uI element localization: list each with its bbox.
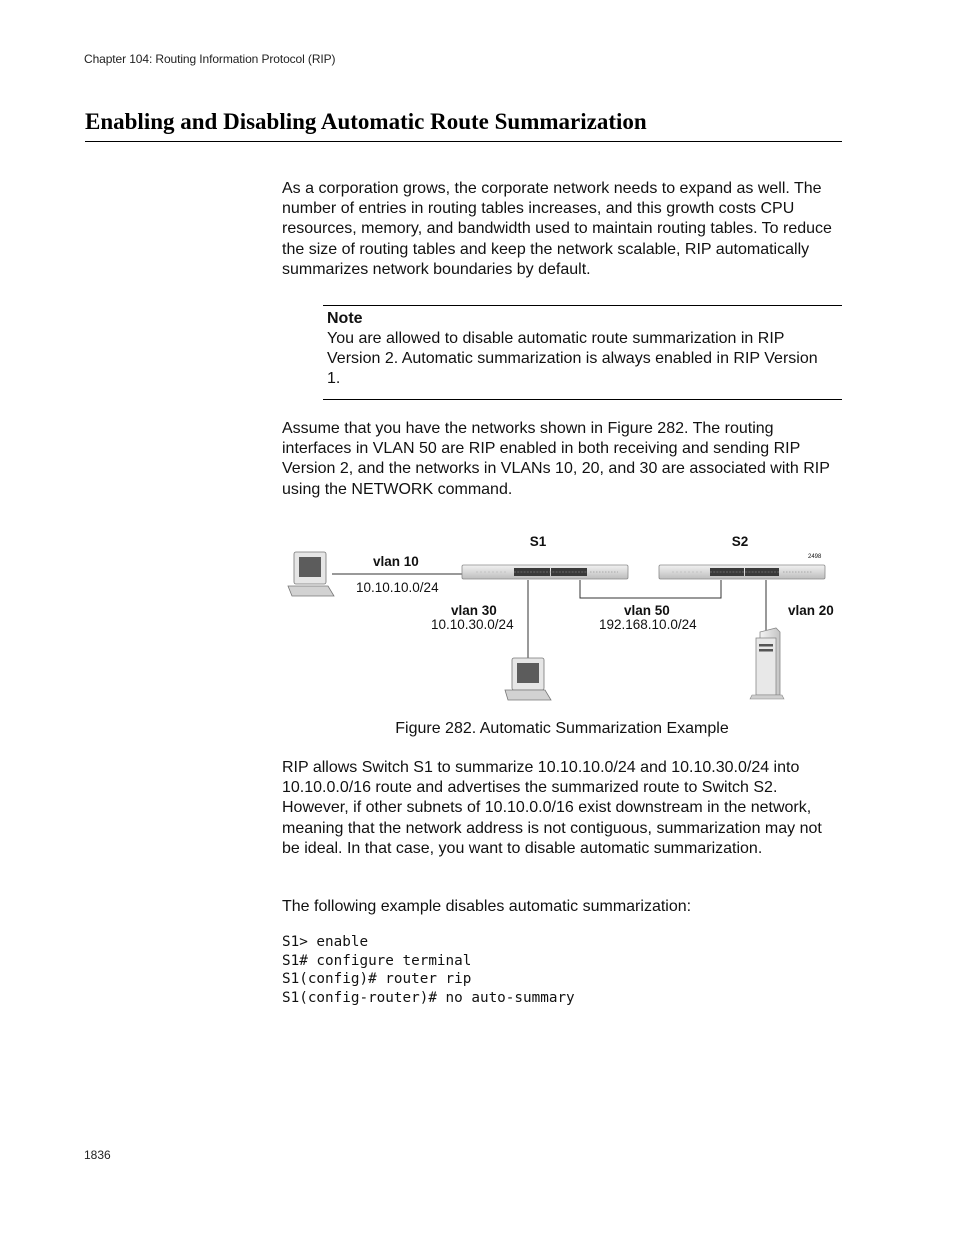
code-line: S1(config)# router rip	[282, 971, 472, 988]
example-intro-paragraph: The following example disables automatic summarization:	[282, 898, 692, 915]
vlan20-label: vlan 20	[788, 603, 834, 618]
s2-label: S2	[731, 534, 749, 549]
note-box	[323, 305, 842, 400]
server-vlan20-icon	[750, 628, 784, 699]
intro-paragraph: As a corporation grows, the corporate network needs to expand as well. The number of entries in routing tables increases, and this growth costs CPU resources, memory, and bandwidth used to maintain routing tables. To reduce the size of routing tables and keep the network scalable, RIP automatically summarizes network boundaries by default.	[282, 180, 832, 278]
vlan30-network-label: 10.10.30.0/24	[431, 617, 514, 632]
network-figure	[280, 528, 845, 715]
assume-paragraph: Assume that you have the networks shown in Figure 282. The routing interfaces in VLAN 50 are RIP enabled in both receiving and sending RIP Version 2, and the networks in VLANs 10, 20, and 30 are associated with RIP using the NETWORK command.	[282, 420, 830, 498]
note-text: You are allowed to disable automatic route summarization in RIP Version 2. Automatic summarization is always enabled in RIP Version 1.	[327, 330, 818, 388]
vlan30-label: vlan 30	[451, 603, 497, 618]
code-line: S1(config-router)# no auto-summary	[282, 990, 575, 1007]
summarization-paragraph: RIP allows Switch S1 to summarize 10.10.10.0/24 and 10.10.30.0/24 into 10.10.0.0/16 route and advertises the summarized route to Switch S2. However, if other subnets of 10.10.0.0/16 exist downstream in the network, meaning that the network address is not contiguous, summarization may not be ideal. In that case, you want to disable automatic summarization.	[282, 759, 822, 857]
switch-s2-icon	[659, 565, 825, 579]
code-line: S1> enable	[282, 934, 369, 950]
vlan10-network-label: 10.10.10.0/24	[356, 580, 439, 595]
note-title: Note	[327, 310, 363, 327]
workstation-vlan30-icon	[505, 658, 551, 700]
running-header: Chapter 104: Routing Information Protocol (RIP)	[84, 52, 336, 66]
s1-label: S1	[529, 534, 547, 549]
vlan50-link	[580, 580, 721, 598]
workstation-vlan10-icon	[288, 552, 334, 596]
code-block	[282, 933, 575, 1008]
diagram-id-label: 2498	[808, 554, 822, 560]
vlan10-label: vlan 10	[373, 554, 419, 569]
page-number: 1836	[84, 1148, 111, 1162]
section-title: Enabling and Disabling Automatic Route Summarization	[85, 108, 842, 142]
vlan50-network-label: 192.168.10.0/24	[599, 617, 697, 632]
switch-s1-icon	[462, 565, 628, 579]
network-diagram	[280, 528, 845, 710]
figure-caption: Figure 282. Automatic Summarization Example	[395, 720, 729, 737]
code-line: S1# configure terminal	[282, 952, 472, 969]
vlan50-label: vlan 50	[624, 603, 670, 618]
